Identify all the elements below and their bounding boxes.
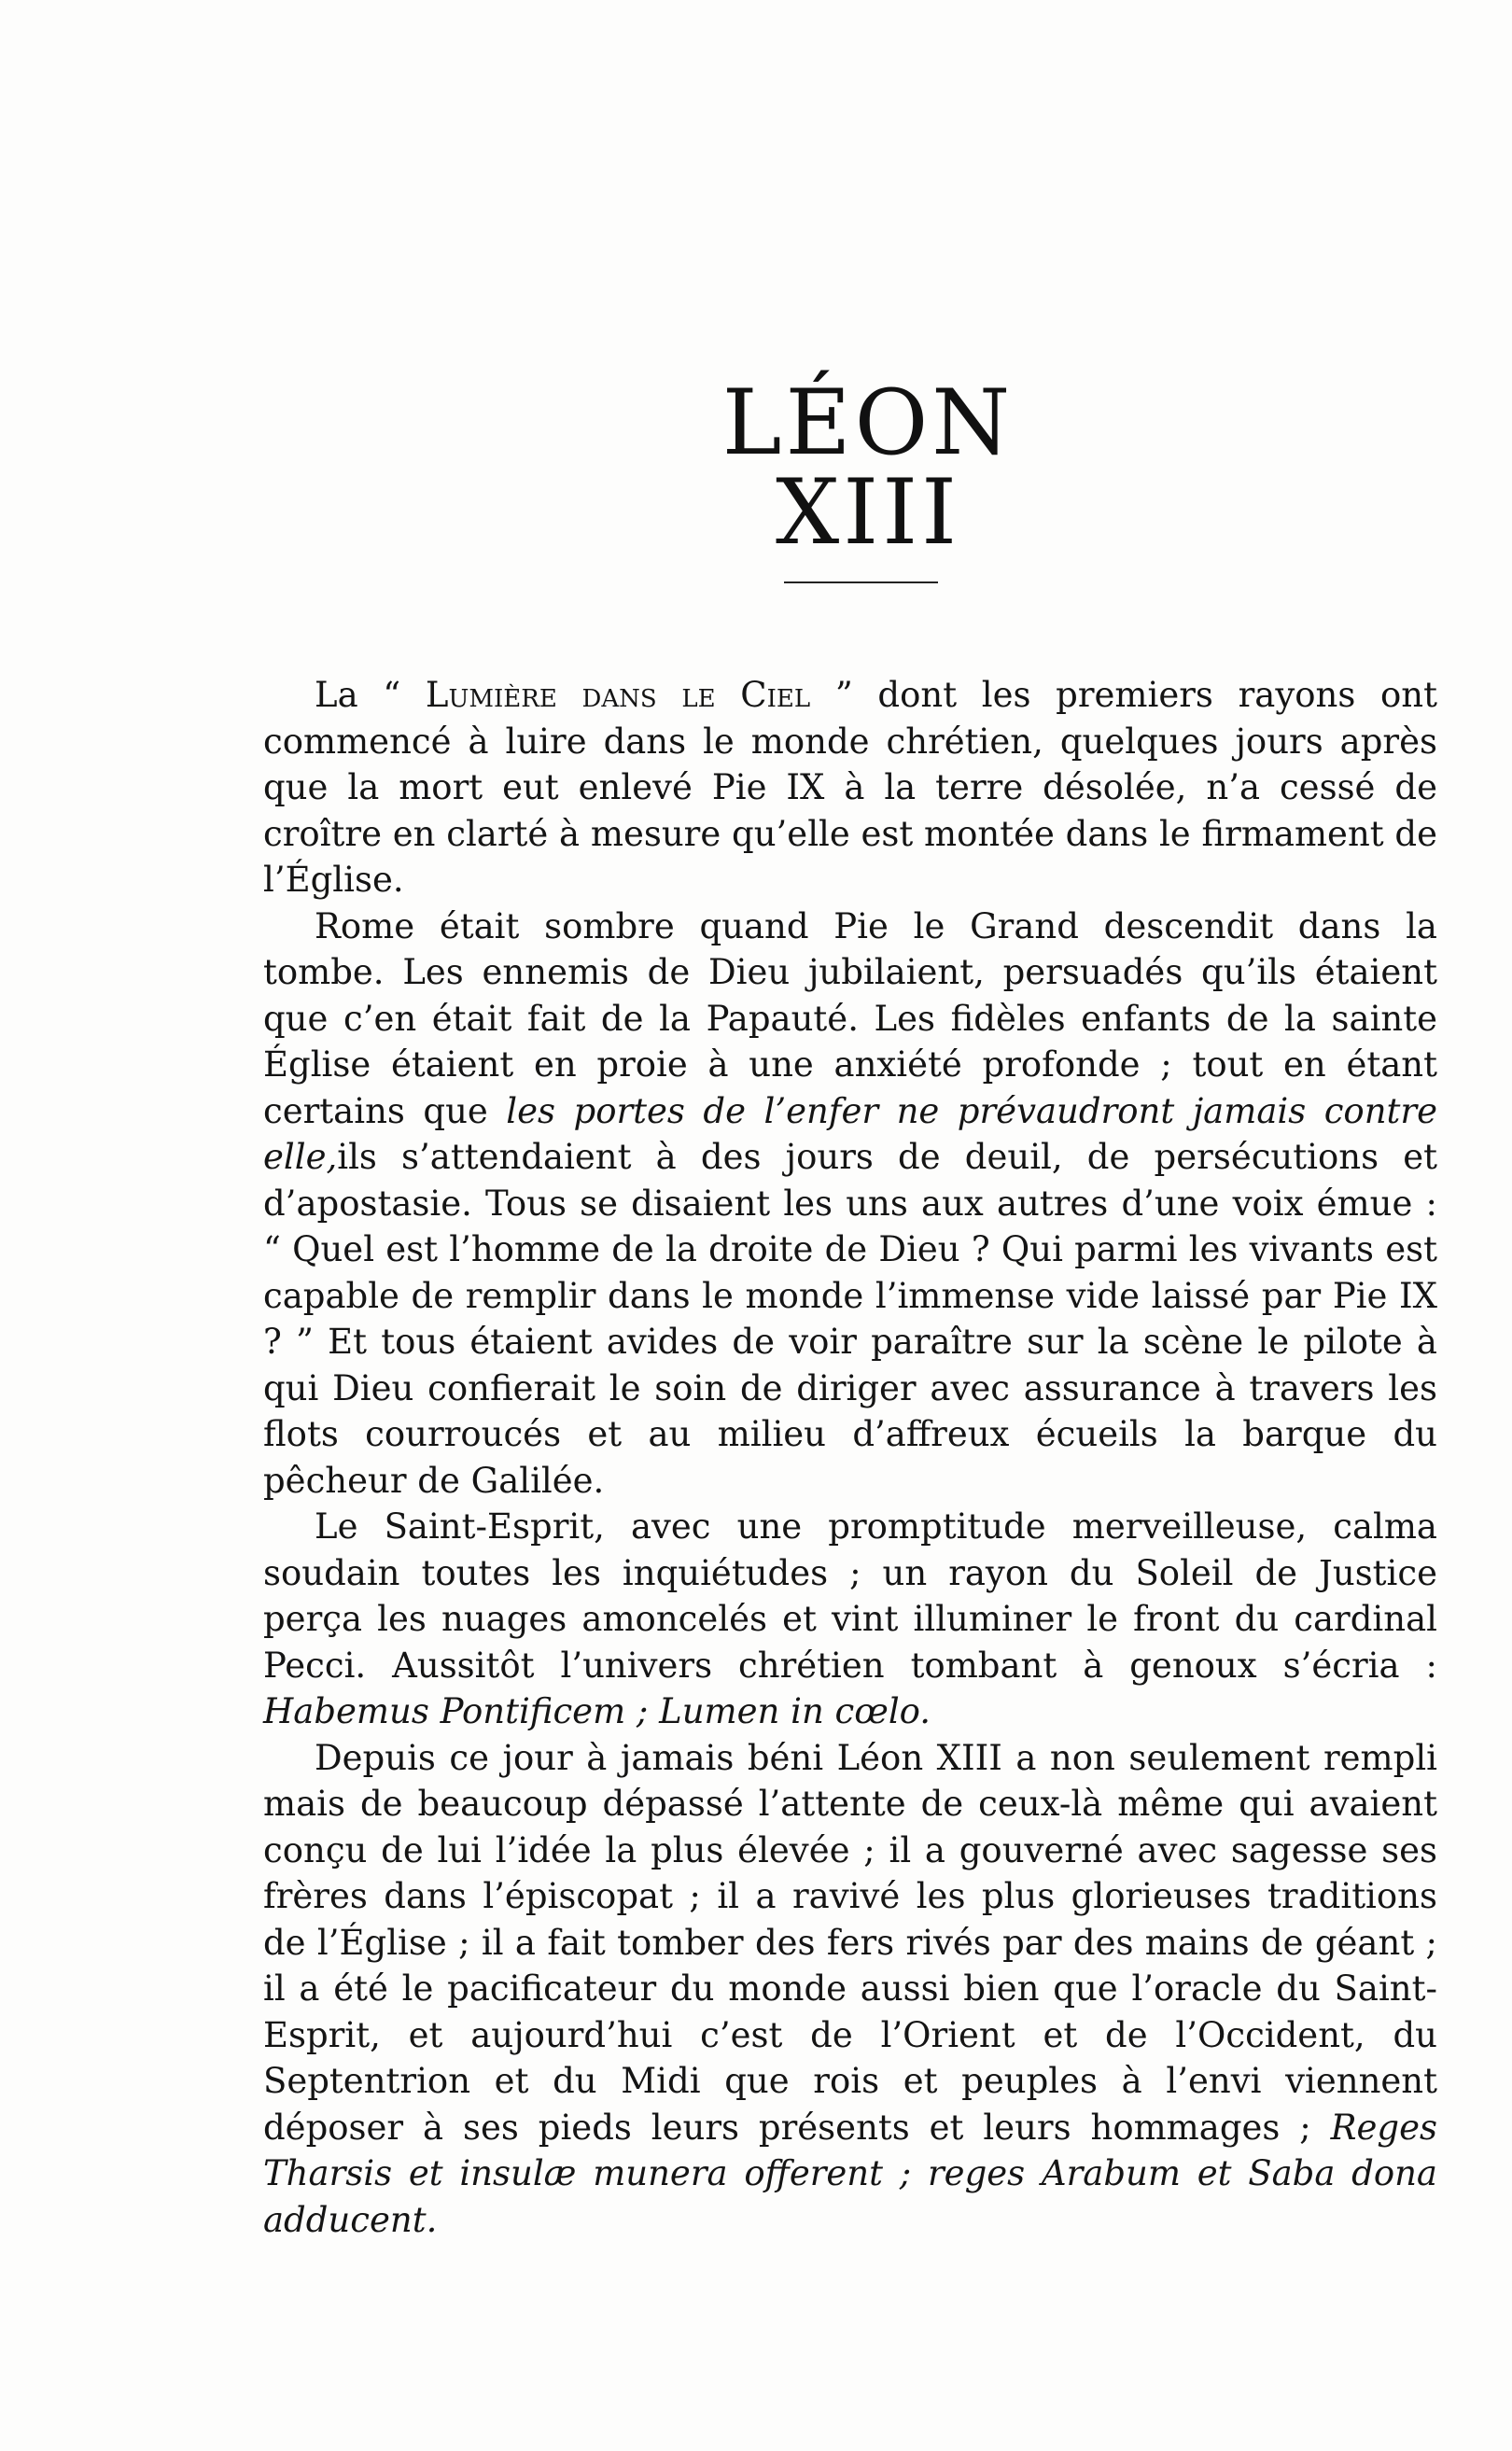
paragraph-1 [263,672,1437,903]
paragraph-2 [263,903,1437,1505]
paragraph-1-small-caps-phrase: Lumière dans le Ciel [425,675,811,715]
title-rule-divider [784,581,938,583]
body-text [263,672,1437,2243]
paragraph-4-italic-latin: Reges Tharsis et insulæ munera offerent ; reges Arabum et Saba dona adducent. [263,2107,1437,2240]
paragraph-2-text-c: ils s’attendaient à des jours de deuil, de persécutions et d’apostasie. Tous se disaient les uns aux autres d’une voix émue : “ Quel est l’homme de la droite de Dieu ? Qui parmi les vivants est capable de remplir dans le monde l’immense vide laissé par Pie IX ? ” Et tous étaient avides de voir paraître sur la scène le pilote à qui Dieu confierait le soin de diriger avec assurance à travers les flots courroucés et au milieu d’affreux écueils la barque du pêcheur de Galilée. [263,1137,1437,1501]
paragraph-2-italic-quote: les portes de l’enfer ne prévaudront jamais contre elle, [263,1090,1437,1177]
paragraph-3-italic-latin: Habemus Pontificem ; Lumen in cœlo. [263,1691,931,1731]
paragraph-1-text-a: La “ [315,675,426,715]
paragraph-1-text-c: ” dont les premiers rayons ont commencé à luire dans le monde chrétien, quelques jours après que la mort eut enlevé Pie IX à la terre désolée, n’a cessé de croître en clarté à mesure qu’elle est montée dans le firmament de l’Église. [263,675,1437,900]
paragraph-4-text-a: Depuis ce jour à jamais béni Léon XIII a non seulement rempli mais de beaucoup dépassé l’attente de ceux-là même qui avaient conçu de lui l’idée la plus élevée ; il a gouverné avec sagesse ses frères dans l’épiscopat ; il a ravivé les plus glorieuses traditions de l’Église ; il a fait tomber des fers rivés par des mains de géant ; il a été le pacificateur du monde aussi bien que l’oracle du Saint-Esprit, et aujourd’hui c’est de l’Orient et de l’Occident, du Septentrion et du Midi que rois et peuples à l’envi viennent déposer à ses pieds leurs présents et leurs hommages ; [263,1737,1437,2148]
paragraph-3-text-a: Le Saint-Esprit, avec une promptitude merveilleuse, calma soudain toutes les inquiétudes ; un rayon du Soleil de Justice perça les nuages amoncelés et vint illuminer le front du cardinal Pecci. Aussitôt l’univers chrétien tombant à genoux s’écria : [263,1506,1437,1686]
paragraph-3 [263,1504,1437,1735]
paragraph-4 [263,1735,1437,2244]
paragraph-2-text-a: Rome était sombre quand Pie le Grand descendit dans la tombe. Les ennemis de Dieu jubilaient, persuadés qu’ils étaient que c’en était fait de la Papauté. Les fidèles enfants de la sainte Église étaient en proie à une anxiété profonde ; tout en étant certains que [263,905,1437,1131]
page-title: LÉON XIII [721,371,1015,565]
